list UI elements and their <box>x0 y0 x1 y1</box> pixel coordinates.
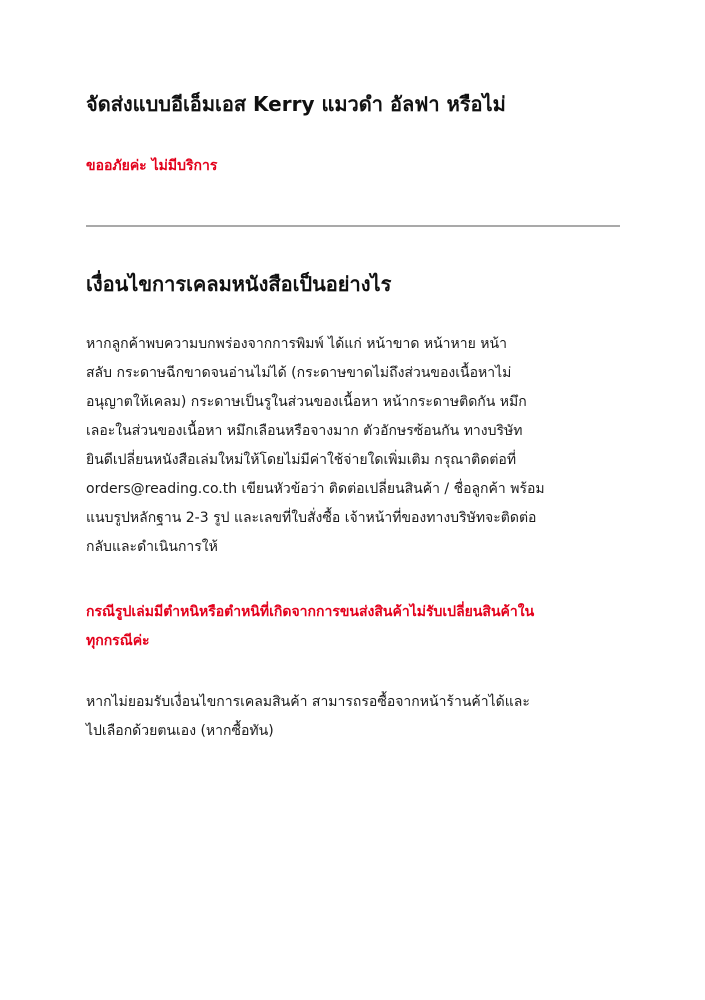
paragraph-line: ยินดีเปลี่ยนหนังสือเล่มใหม่ให้โดยไม่มีค่าใช้จ่ายใดเพิ่มเติม กรุณาติดต่อที่ <box>86 452 517 468</box>
paragraph-line: กลับและดำเนินการให้ <box>86 539 218 555</box>
paragraph-line: แนบรูปหลักฐาน 2-3 รูป และเลขที่ใบสั่งซื้อ เจ้าหน้าที่ของทางบริษัทจะติดต่อ <box>86 510 537 526</box>
paragraph-line: อนุญาตให้เคลม) กระดาษเป็นรูในส่วนของเนื้อหา หน้ากระดาษติดกัน หมึก <box>86 394 527 410</box>
section-divider <box>86 225 620 227</box>
paragraph-line: หากลูกค้าพบความบกพร่องจากการพิมพ์ ได้แก่ หน้าขาด หน้าหาย หน้า <box>86 336 507 352</box>
paragraph-line: orders@reading.co.th เขียนหัวข้อว่า ติดต่อเปลี่ยนสินค้า / ชื่อลูกค้า พร้อม <box>86 481 545 497</box>
claim-conditions-paragraph <box>86 330 626 562</box>
delivery-question-heading: จัดส่งแบบอีเอ็มเอส Kerry แมวดำ อัลฟา หรือไม่ <box>86 92 506 116</box>
no-exchange-warning <box>86 598 626 656</box>
paragraph-line: ไปเลือกด้วยตนเอง (หากซื้อทัน) <box>86 723 274 739</box>
paragraph-line: หากไม่ยอมรับเงื่อนไขการเคลมสินค้า สามารถรอซื้อจากหน้าร้านค้าได้และ <box>86 694 530 710</box>
paragraph-line: เลอะในส่วนของเนื้อหา หมึกเลือนหรือจางมาก ตัวอักษรซ้อนกัน ทางบริษัท <box>86 423 523 439</box>
warning-line: กรณีรูปเล่มมีตำหนิหรือตำหนิที่เกิดจากการขนส่งสินค้าไม่รับเปลี่ยนสินค้าใน <box>86 604 535 620</box>
paragraph-line: สลับ กระดาษฉีกขาดจนอ่านไม่ได้ (กระดาษขาดไม่ถึงส่วนของเนื้อหาไม่ <box>86 365 512 381</box>
claim-question-heading: เงื่อนไขการเคลมหนังสือเป็นอย่างไร <box>86 272 392 296</box>
warning-line: ทุกกรณีค่ะ <box>86 633 150 649</box>
alternative-paragraph <box>86 688 626 746</box>
delivery-answer: ขออภัยค่ะ ไม่มีบริการ <box>86 158 218 174</box>
